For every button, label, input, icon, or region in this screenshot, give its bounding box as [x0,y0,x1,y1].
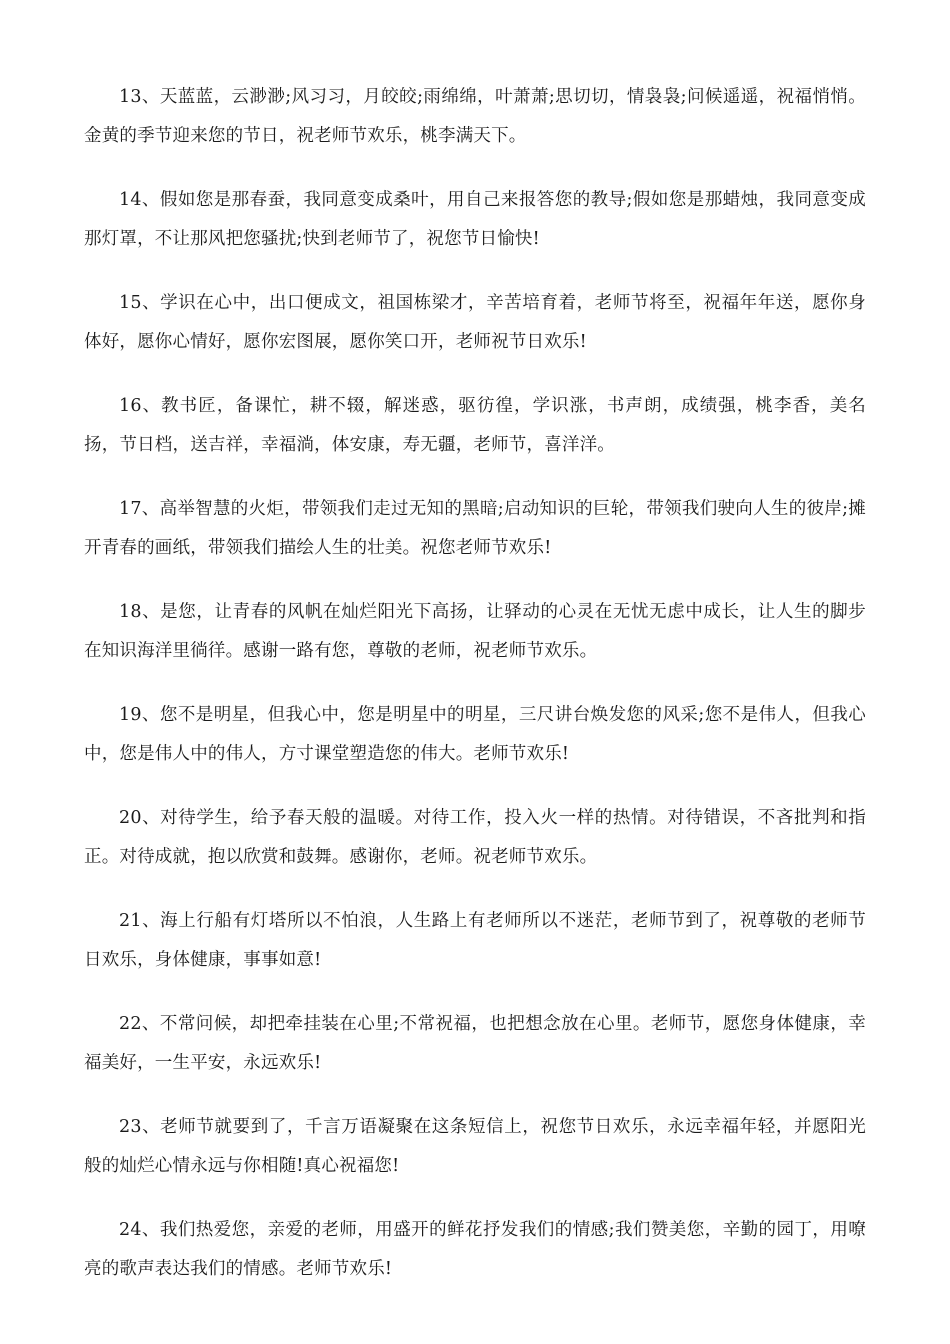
paragraph-13: 13、天蓝蓝，云渺渺;风习习，月皎皎;雨绵绵，叶萧萧;思切切，情袅袅;问候遥遥，祝福悄悄。金黄的季节迎来您的节日，祝老师节欢乐，桃李满天下。 [84,87,866,146]
paragraph-21: 21、海上行船有灯塔所以不怕浪，人生路上有老师所以不迷茫，老师节到了，祝尊敬的老师节日欢乐，身体健康，事事如意! [84,911,866,970]
paragraph-14: 14、假如您是那春蚕，我同意变成桑叶，用自己来报答您的教导;假如您是那蜡烛，我同意变成那灯罩，不让那风把您骚扰;快到老师节了，祝您节日愉快! [84,190,866,249]
paragraph-15: 15、学识在心中，出口便成文，祖国栋梁才，辛苦培育着，老师节将至，祝福年年送，愿你身体好，愿你心情好，愿你宏图展，愿你笑口开，老师祝节日欢乐! [84,293,866,352]
paragraph-18: 18、是您，让青春的风帆在灿烂阳光下高扬，让驿动的心灵在无忧无虑中成长，让人生的脚步在知识海洋里徜徉。感谢一路有您，尊敬的老师，祝老师节欢乐。 [84,602,866,661]
paragraph-16: 16、教书匠，备课忙，耕不辍，解迷惑，驱彷徨，学识涨，书声朗，成绩强，桃李香，美名扬，节日档，送吉祥，幸福淌，体安康，寿无疆，老师节，喜洋洋。 [84,396,866,455]
paragraph-23: 23、老师节就要到了，千言万语凝聚在这条短信上，祝您节日欢乐，永远幸福年轻，并愿阳光般的灿烂心情永远与你相随!真心祝福您! [84,1117,866,1176]
paragraph-24: 24、我们热爱您，亲爱的老师，用盛开的鲜花抒发我们的情感;我们赞美您，辛勤的园丁，用嘹亮的歌声表达我们的情感。老师节欢乐! [84,1220,866,1279]
paragraph-22: 22、不常问候，却把牵挂装在心里;不常祝福，也把想念放在心里。老师节，愿您身体健康，幸福美好，一生平安，永远欢乐! [84,1014,866,1073]
paragraph-19: 19、您不是明星，但我心中，您是明星中的明星，三尺讲台焕发您的风采;您不是伟人，但我心中，您是伟人中的伟人，方寸课堂塑造您的伟大。老师节欢乐! [84,705,866,764]
paragraph-17: 17、高举智慧的火炬，带领我们走过无知的黑暗;启动知识的巨轮，带领我们驶向人生的彼岸;摊开青春的画纸，带领我们描绘人生的壮美。祝您老师节欢乐! [84,499,866,558]
paragraph-20: 20、对待学生，给予春天般的温暖。对待工作，投入火一样的热情。对待错误，不吝批判和指正。对待成就，抱以欣赏和鼓舞。感谢你，老师。祝老师节欢乐。 [84,808,866,867]
